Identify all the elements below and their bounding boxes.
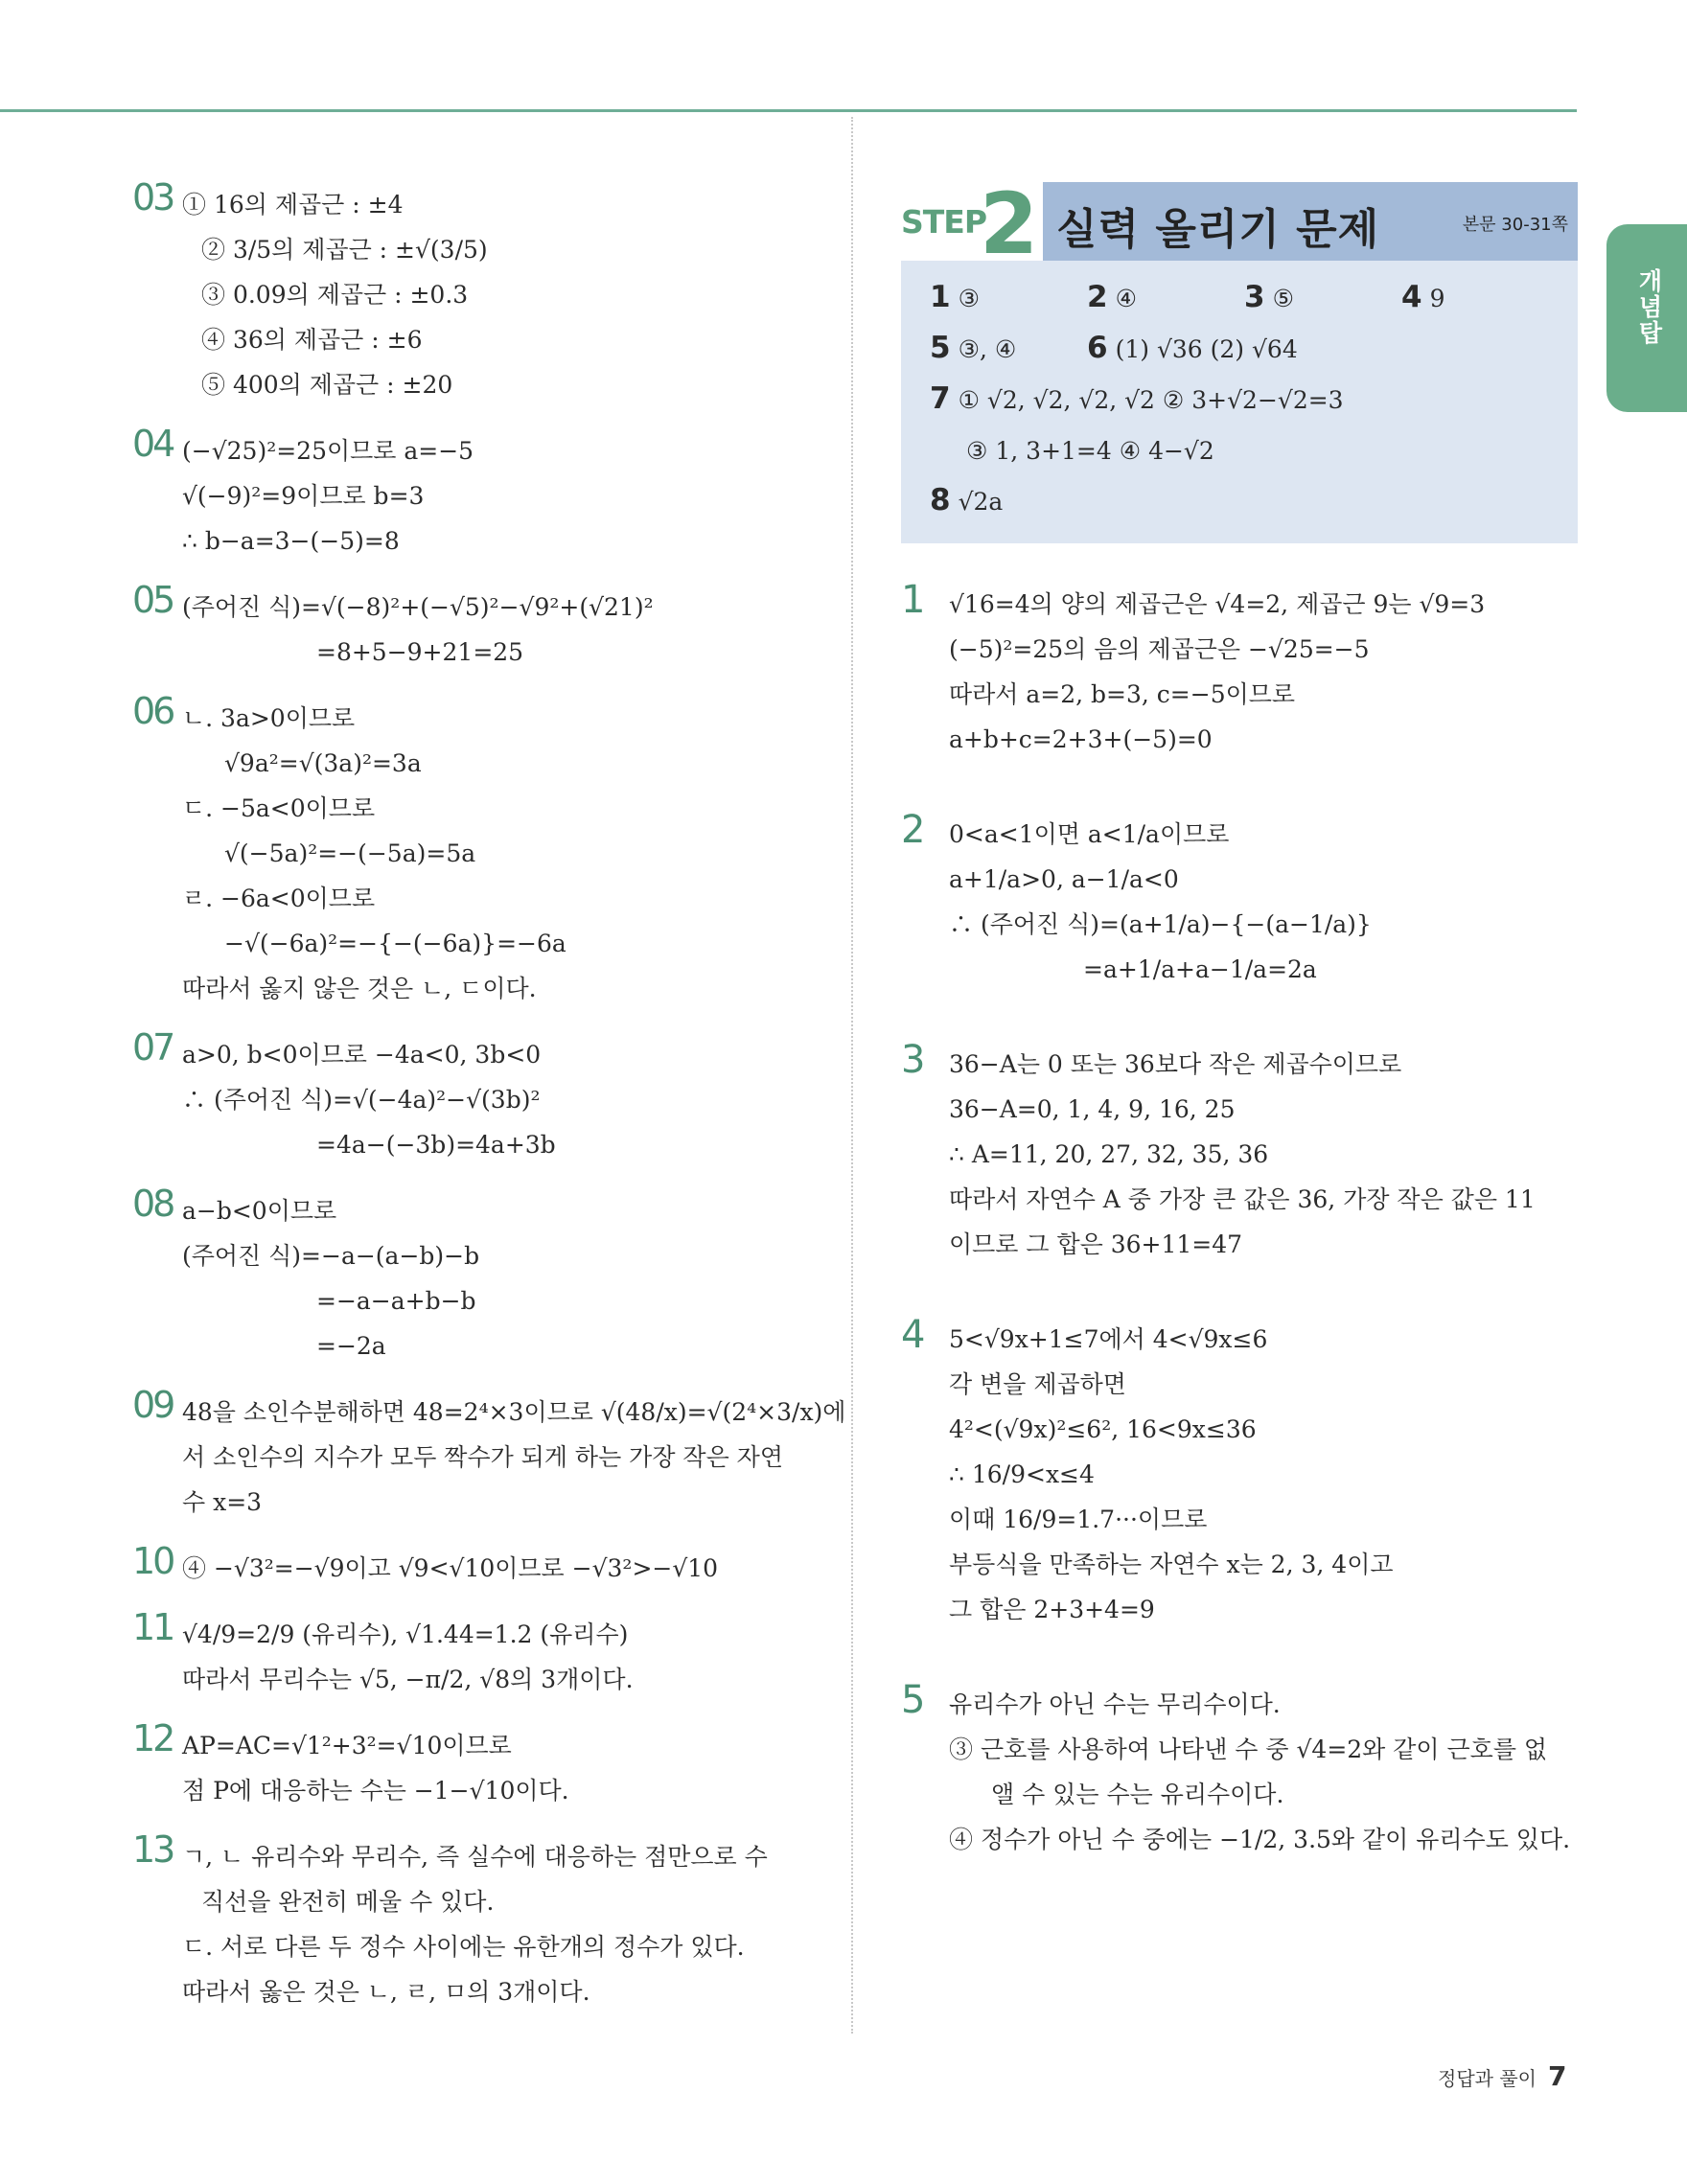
column-divider [851,117,853,2034]
problem-number: 5 [901,1678,926,1722]
solution-line: (주어진 식)=√(−8)²+(−√5)²−√9²+(√21)² [182,593,654,621]
solution-line: √(−5a)²=−(−5a)=5a [224,839,476,867]
problem-number: 08 [132,1183,173,1225]
solution-line: √(−9)²=9이므로 b=3 [182,482,425,510]
solutions-list [901,578,1578,1862]
answer-item [930,331,1016,365]
solution-line: (주어진 식)=−a−(a−b)−b [182,1242,480,1270]
solution-line: ⑤ 400의 제곱근 : ±20 [201,371,453,399]
left-column [132,176,846,2035]
solution-line: 따라서 옳지 않은 것은 ㄴ, ㄷ이다. [182,975,537,1002]
problem-number: 05 [132,579,173,621]
answer-value: √2a [958,488,1004,516]
solution-line: 따라서 무리수는 √5, −π/2, √8의 3개이다. [182,1666,634,1693]
answer-item [1087,331,1298,365]
problem-09 [132,1384,846,1525]
page-number: 7 [1547,2060,1567,2092]
problem-11 [132,1606,822,1702]
problem-07 [132,1026,822,1167]
top-rule [0,109,1577,112]
problem-number: 12 [132,1717,173,1759]
answer-value: 9 [1429,285,1445,312]
answer-value: (1) √36 (2) √64 [1115,335,1298,363]
answer-number: 4 [1401,280,1422,314]
problem-08 [132,1183,822,1368]
problem-number: 13 [132,1828,173,1871]
solution-line: ③ 0.09의 제곱근 : ±0.3 [201,281,469,309]
solution-line: 그 합은 2+3+4=9 [949,1596,1155,1623]
solution-line: 0<a<1이면 a<1/a이므로 [949,820,1230,848]
problem-05 [132,579,822,675]
side-tab [1606,224,1687,412]
problem-number: 4 [901,1313,926,1357]
answer-item [1244,280,1294,314]
answer-item [930,381,1344,416]
solution-line: ③ 근호를 사용하여 나타낸 수 중 √4=2와 같이 근호를 없 [949,1736,1548,1763]
problem-number: 11 [132,1606,173,1648]
answer-value: ③ 1, 3+1=4 ④ 4−√2 [966,437,1214,465]
answer-row [901,274,1578,325]
side-tab-label: 개념탑 [1635,268,1663,346]
problem-12 [132,1717,822,1813]
step-page-ref: 본문 30-31쪽 [1462,215,1568,235]
answer-item [930,280,980,314]
answer-row [901,325,1578,376]
step-title: 실력 올리기 문제 [1056,205,1380,254]
problem-04 [132,423,822,563]
solution-line: √16=4의 양의 제곱근은 √4=2, 제곱근 9는 √9=3 [949,590,1486,618]
answer-item [1401,280,1444,314]
solution-line: 48을 소인수분해하면 48=2⁴×3이므로 √(48/x)=√(2⁴×3/x)에 [182,1398,846,1426]
solution-line: 4²<(√9x)²≤6², 16<9x≤36 [949,1415,1257,1443]
solution-line: AP=AC=√1²+3²=√10이므로 [182,1732,512,1759]
solution-line: ㄷ. −5a<0이므로 [182,794,376,822]
answer-number: 8 [930,483,951,517]
solution-line: −√(−6a)²=−{−(−6a)}=−6a [224,930,566,957]
answer-value: ④ [1115,285,1137,312]
solution-line: ㄷ. 서로 다른 두 정수 사이에는 유한개의 정수가 있다. [182,1933,745,1961]
solution-line: =8+5−9+21=25 [316,638,524,666]
solution-line: 따라서 a=2, b=3, c=−5이므로 [949,680,1296,708]
solution-line: ∴ b−a=3−(−5)=8 [182,527,400,555]
solution-line: ④ 정수가 아닌 수 중에는 −1/2, 3.5와 같이 유리수도 있다. [949,1826,1571,1853]
problem-number: 03 [132,176,173,218]
problem-1 [901,578,1578,762]
answer-row [901,426,1578,477]
answer-number: 6 [1087,331,1108,365]
solution-line: a>0, b<0이므로 −4a<0, 3b<0 [182,1041,542,1069]
solution-line: 각 변을 제곱하면 [949,1370,1126,1398]
solution-line: ㄴ. 3a>0이므로 [182,704,356,732]
problem-number: 1 [901,578,926,622]
right-column [901,174,1578,1912]
solution-line: 앨 수 있는 수는 유리수이다. [991,1781,1284,1808]
problem-number: 3 [901,1038,926,1082]
answer-box [901,261,1578,543]
answer-value: ① √2, √2, √2, √2 ② 3+√2−√2=3 [958,386,1344,414]
footer-label: 정답과 풀이 [1438,2067,1537,2090]
problem-number: 06 [132,690,173,732]
answer-number: 7 [930,381,951,416]
answer-number: 3 [1244,280,1265,314]
problem-number: 10 [132,1540,173,1582]
problem-number: 09 [132,1384,173,1426]
solution-line: =4a−(−3b)=4a+3b [316,1131,556,1159]
answer-value: ⑤ [1272,285,1294,312]
problem-number: 04 [132,423,173,465]
solution-line: 서 소인수의 지수가 모두 짝수가 되게 하는 가장 작은 자연 [182,1443,783,1471]
solution-line: ∴ (주어진 식)=(a+1/a)−{−(a−1/a)} [949,910,1372,938]
solution-line: a+1/a>0, a−1/a<0 [949,865,1179,893]
solution-line: 5<√9x+1≤7에서 4<√9x≤6 [949,1325,1268,1353]
problem-number: 07 [132,1026,173,1069]
solution-line: √9a²=√(3a)²=3a [224,749,422,777]
answer-item [1087,280,1137,314]
answer-row [901,477,1578,528]
problem-4 [901,1313,1578,1632]
answer-number: 1 [930,280,951,314]
step-word: STEP [901,203,987,241]
solution-line: 따라서 옳은 것은 ㄴ, ㄹ, ㅁ의 3개이다. [182,1978,590,2006]
page-footer [1438,2060,1566,2092]
solution-line: ∴ 16/9<x≤4 [949,1460,1095,1488]
problem-5 [901,1678,1578,1862]
solution-line: 따라서 자연수 A 중 가장 큰 값은 36, 가장 작은 값은 11 [949,1185,1536,1213]
answer-number: 2 [1087,280,1108,314]
solution-line: √4/9=2/9 (유리수), √1.44=1.2 (유리수) [182,1621,629,1648]
solution-line: ㄹ. −6a<0이므로 [182,885,376,912]
solution-line: =−a−a+b−b [316,1287,476,1315]
answer-item [959,432,1214,467]
solution-line: (−5)²=25의 음의 제곱근은 −√25=−5 [949,635,1370,663]
solution-line: (−√25)²=25이므로 a=−5 [182,437,474,465]
solution-line: ④ −√3²=−√9이고 √9<√10이므로 −√3²>−√10 [182,1554,719,1582]
solution-line: ∴ (주어진 식)=√(−4a)²−√(3b)² [182,1086,541,1114]
solution-line: ㄱ, ㄴ 유리수와 무리수, 즉 실수에 대응하는 점만으로 수 [182,1843,768,1871]
answer-value: ③, ④ [958,335,1017,363]
problem-03 [132,176,822,407]
problem-3 [901,1038,1578,1267]
step-header [901,174,1578,273]
solution-line: 유리수가 아닌 수는 무리수이다. [949,1690,1281,1718]
answer-number: 5 [930,331,951,365]
solution-line: ∴ A=11, 20, 27, 32, 35, 36 [949,1140,1269,1168]
solution-line: 수 x=3 [182,1488,263,1516]
solution-line: 이때 16/9=1.7···이므로 [949,1506,1208,1533]
solution-line: 부등식을 만족하는 자연수 x는 2, 3, 4이고 [949,1551,1394,1578]
solution-line: a+b+c=2+3+(−5)=0 [949,725,1213,753]
step-number: 2 [980,174,1039,273]
problem-13 [132,1828,822,2014]
solution-line: ④ 36의 제곱근 : ±6 [201,326,423,354]
solution-line: 직선을 완전히 메울 수 있다. [201,1888,495,1916]
solution-line: 점 P에 대응하는 수는 −1−√10이다. [182,1777,569,1805]
solution-line: ② 3/5의 제곱근 : ±√(3/5) [201,236,488,264]
problem-06 [132,690,822,1011]
solution-line: ① 16의 제곱근 : ±4 [182,191,404,218]
answer-row [901,376,1578,426]
answer-value: ③ [958,285,980,312]
solution-line: a−b<0이므로 [182,1197,337,1225]
problem-2 [901,808,1578,992]
solution-line: 36−A는 0 또는 36보다 작은 제곱수이므로 [949,1050,1402,1078]
solution-line: 이므로 그 합은 36+11=47 [949,1230,1243,1258]
solution-line: =a+1/a+a−1/a=2a [1083,955,1317,983]
problem-number: 2 [901,808,926,852]
solution-line: =−2a [316,1332,386,1360]
problem-10 [132,1540,822,1591]
answer-item [930,483,1003,517]
solution-line: 36−A=0, 1, 4, 9, 16, 25 [949,1095,1236,1123]
